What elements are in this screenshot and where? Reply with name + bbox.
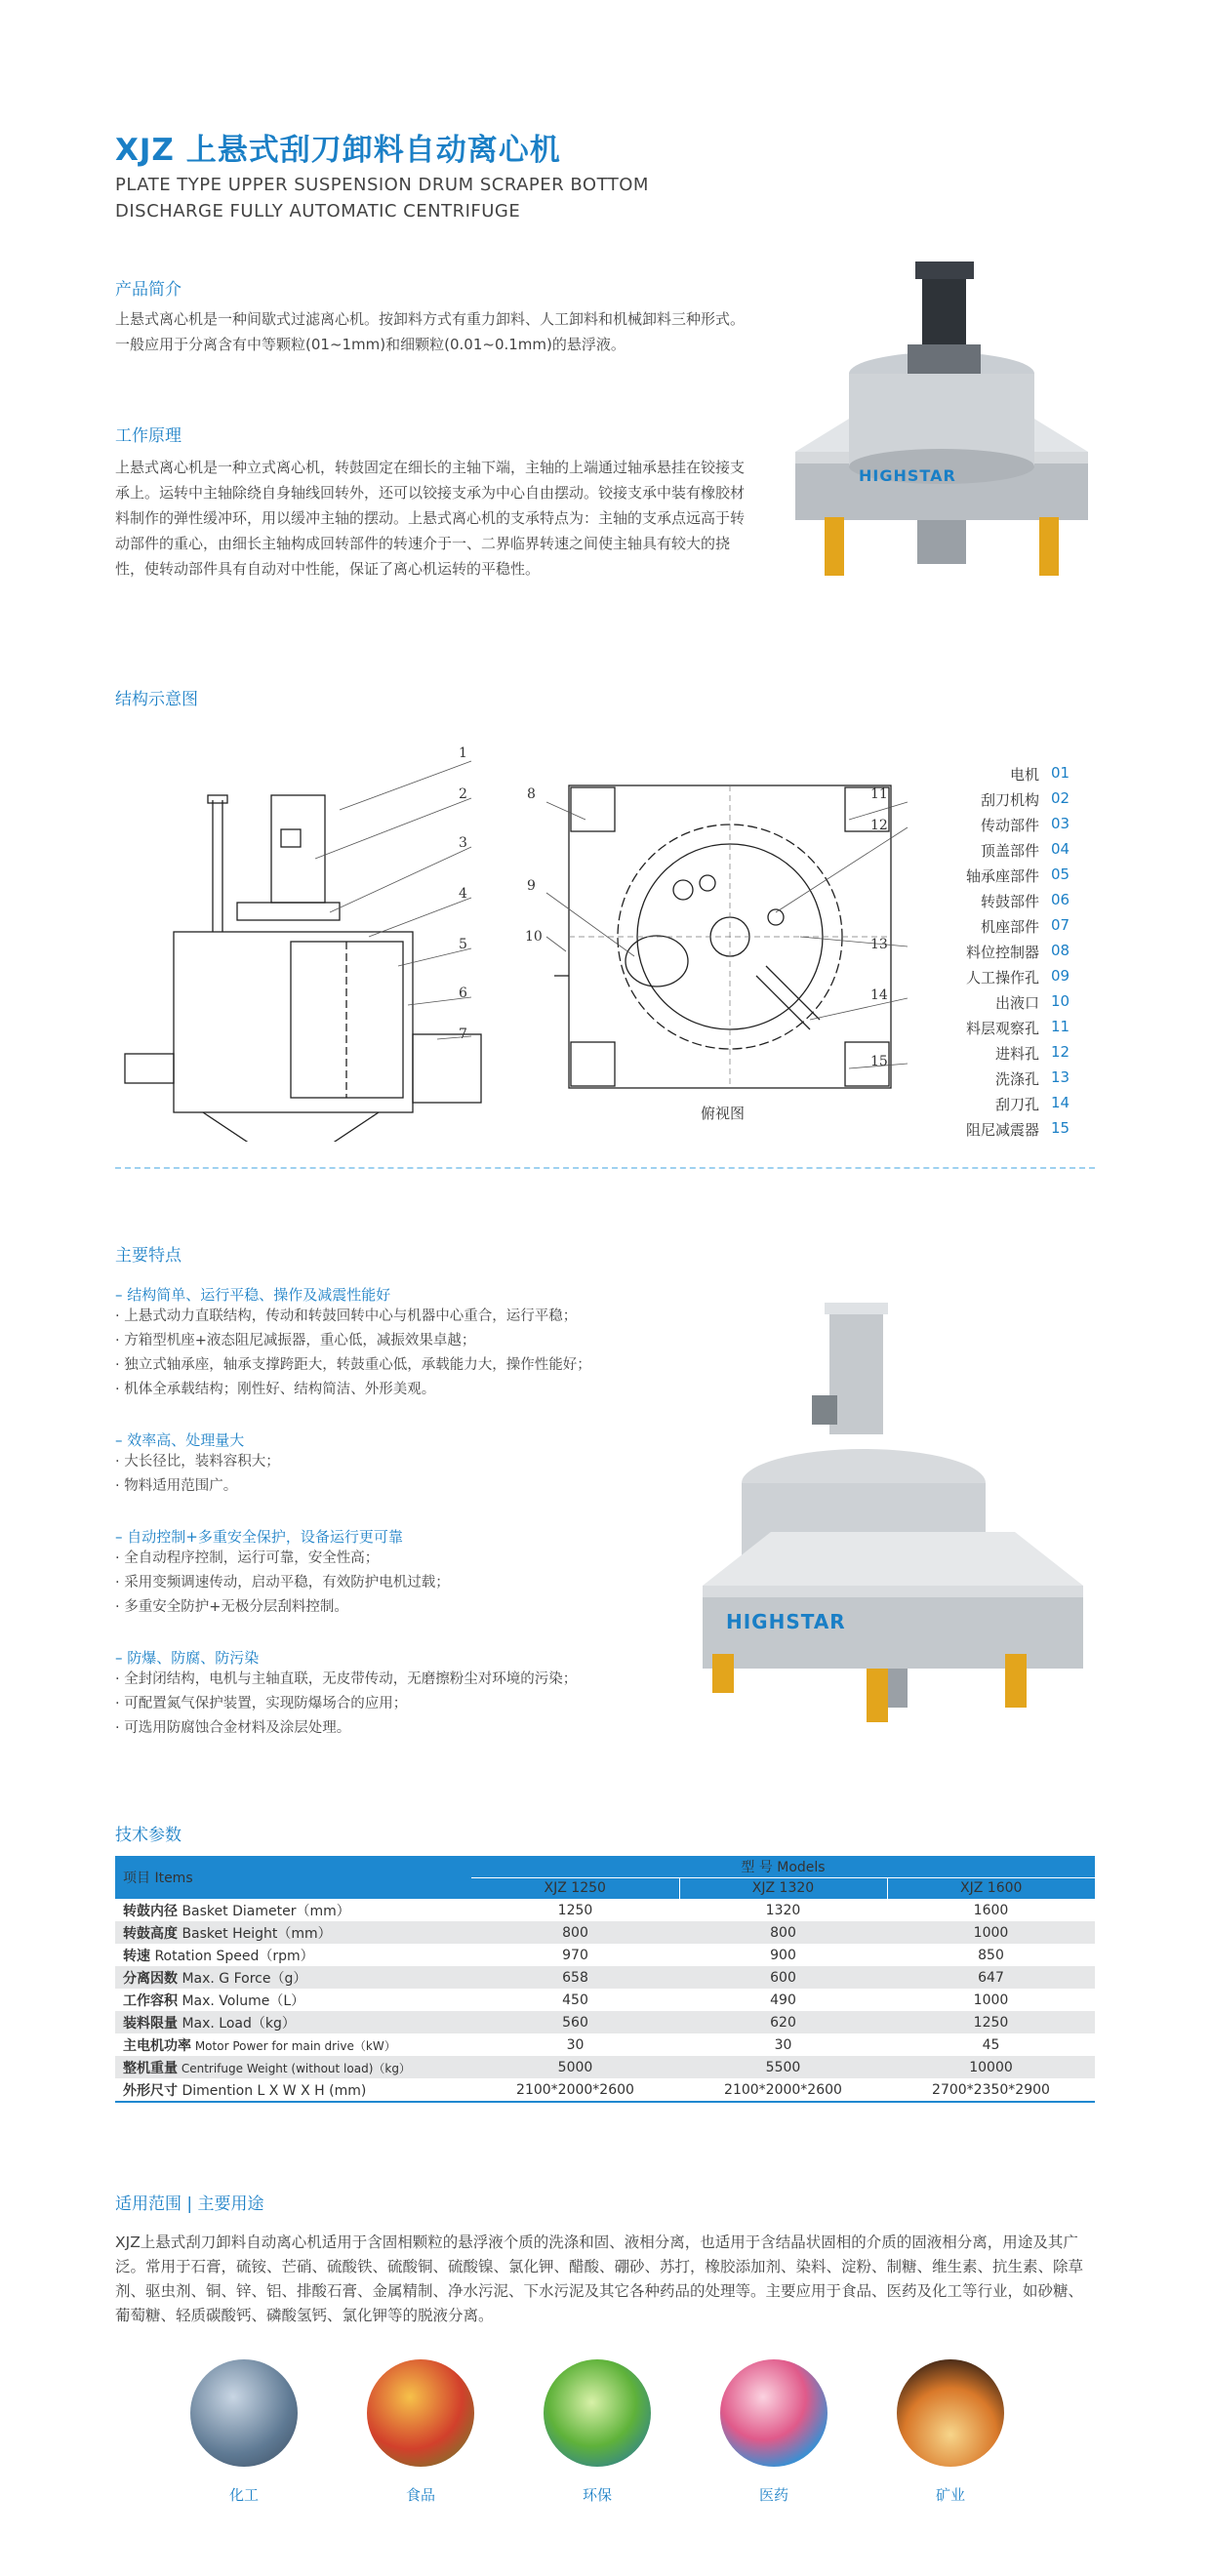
spec-name-en: Max. Load（kg） (182, 2015, 296, 2032)
spec-name-cn: 工作容积 (123, 1992, 178, 2009)
legend-label: 料位控制器 (965, 944, 1039, 961)
legend-label: 刮刀孔 (994, 1096, 1039, 1113)
feature-group-title: – 自动控制+多重安全保护，设备运行更可靠 (115, 1528, 403, 1546)
spec-name-en: Motor Power for main drive（kW） (194, 2038, 396, 2053)
top-view-drawing (527, 781, 917, 1127)
spec-name-en: Centrifuge Weight (without load)（kg） (181, 2061, 411, 2075)
legend-label: 阻尼减震器 (965, 1121, 1039, 1139)
brand-logo-top: HIGHSTAR (859, 466, 956, 485)
feature-item: · 大长径比，装料容积大； (115, 1454, 280, 1469)
diagram-heading: 结构示意图 (115, 690, 198, 709)
side-label-5: 5 (459, 937, 467, 952)
feature-item: · 全封闭结构，电机与主轴直联，无皮带传动，无磨擦粉尘对环境的污染； (115, 1671, 578, 1687)
legend-label: 进料孔 (994, 1045, 1039, 1063)
table-row (115, 1921, 1095, 1944)
page-title: XJZ 上悬式刮刀卸料自动离心机 (115, 133, 561, 168)
spec-value: 620 (679, 2011, 887, 2033)
table-row (115, 1899, 1095, 1921)
model-col: XJZ 1600 (887, 1877, 1095, 1899)
table-row (115, 2078, 1095, 2102)
app-label: 环保 (582, 2486, 612, 2504)
spec-value: 850 (887, 1944, 1095, 1966)
spec-name-cn: 分离因数 (123, 1970, 178, 1987)
spec-value: 647 (887, 1966, 1095, 1989)
top-view-diagram (527, 781, 917, 1127)
side-label-3: 3 (459, 835, 467, 851)
spec-value: 2100*2000*2600 (471, 2078, 679, 2102)
model-col: XJZ 1250 (471, 1877, 679, 1899)
spec-value: 5000 (471, 2056, 679, 2078)
product-photo-bottom (703, 1303, 1093, 1747)
spec-name-cn: 整机重量 (123, 2060, 178, 2076)
app-label: 食品 (405, 2486, 435, 2504)
spec-name-cn: 转速 (123, 1948, 150, 1964)
feature-group (115, 1429, 740, 1499)
spec-value: 2700*2350*2900 (887, 2078, 1095, 2102)
chemical-plant-icon (190, 2359, 298, 2467)
feature-group (115, 1647, 740, 1741)
spec-name (115, 1899, 471, 1921)
legend-label: 料层观察孔 (965, 1020, 1039, 1037)
spec-value: 450 (471, 1989, 679, 2011)
spec-name-cn: 装料限量 (123, 2015, 178, 2032)
legend-number: 04 (1051, 840, 1070, 858)
app-environment (544, 2359, 651, 2505)
app-label: 化工 (228, 2486, 259, 2504)
legend-item (868, 1068, 1088, 1094)
features-list (115, 1284, 740, 1741)
feature-group-title: – 结构简单、运行平稳、操作及减震性能好 (115, 1286, 391, 1304)
spec-name-en: Basket Height（mm） (182, 1925, 332, 1942)
legend-number: 05 (1051, 865, 1070, 883)
legend-item (868, 764, 1088, 789)
feature-item: · 可选用防腐蚀合金材料及涂层处理。 (115, 1720, 351, 1736)
feature-group-title: – 防爆、防腐、防污染 (115, 1649, 260, 1667)
top-label-12: 12 (870, 818, 888, 833)
product-photo-top (790, 252, 1093, 608)
side-view-diagram (115, 742, 535, 1142)
legend-number: 01 (1051, 764, 1070, 782)
subtitle-line-1: PLATE TYPE UPPER SUSPENSION DRUM SCRAPER BOTTOM (115, 175, 649, 195)
spec-value: 30 (679, 2033, 887, 2056)
legend-number: 07 (1051, 916, 1070, 934)
spec-value: 800 (679, 1921, 887, 1944)
spec-name-en: Basket Diameter（mm） (182, 1903, 350, 1919)
legend-item (868, 865, 1088, 891)
feature-item: · 独立式轴承座，轴承支撑跨距大，转鼓重心低，承载能力大，操作性能好； (115, 1357, 591, 1373)
legend-label: 出液口 (994, 994, 1039, 1012)
side-label-7: 7 (459, 1026, 467, 1042)
legend-item (868, 1094, 1088, 1119)
spec-header-row (115, 1856, 1095, 1877)
legend-number: 06 (1051, 891, 1070, 908)
spec-value: 1600 (887, 1899, 1095, 1921)
legend-item (868, 942, 1088, 967)
legend-item (868, 916, 1088, 942)
side-label-1: 1 (459, 745, 467, 761)
spec-value: 1250 (887, 2011, 1095, 2033)
spec-table (115, 1856, 1095, 2103)
spec-name (115, 2056, 471, 2078)
legend-number: 02 (1051, 789, 1070, 807)
legend-label: 电机 (1009, 766, 1039, 784)
spec-table-wrap (115, 1856, 1095, 2103)
side-view-drawing (115, 742, 535, 1142)
feature-group-title: – 效率高、处理量大 (115, 1431, 245, 1449)
spec-value: 800 (471, 1921, 679, 1944)
environment-icon (544, 2359, 651, 2467)
specs-heading: 技术参数 (115, 1826, 182, 1845)
items-header: 项目 Items (115, 1856, 471, 1899)
spec-name-en: Dimention L X W X H (mm) (182, 2082, 367, 2099)
spec-value: 1250 (471, 1899, 679, 1921)
brand-logo-bottom: HIGHSTAR (726, 1610, 846, 1633)
table-row (115, 1989, 1095, 2011)
top-label-14: 14 (870, 987, 888, 1003)
spec-name (115, 2011, 471, 2033)
app-medicine (720, 2359, 828, 2505)
legend-number: 11 (1051, 1018, 1070, 1035)
app-label: 矿业 (935, 2486, 965, 2504)
spec-name-en: Max. G Force（g） (182, 1970, 307, 1987)
spec-value: 658 (471, 1966, 679, 1989)
spec-value: 1000 (887, 1921, 1095, 1944)
top-label-13: 13 (870, 937, 888, 952)
legend-number: 09 (1051, 967, 1070, 985)
table-row (115, 1966, 1095, 1989)
spec-name-en: Rotation Speed（rpm） (154, 1948, 314, 1964)
feature-item: · 物料适用范围广。 (115, 1478, 238, 1494)
spec-value: 10000 (887, 2056, 1095, 2078)
spec-value: 560 (471, 2011, 679, 2033)
food-icon (367, 2359, 474, 2467)
top-label-10: 10 (525, 929, 543, 945)
app-mining (897, 2359, 1004, 2505)
side-label-4: 4 (459, 886, 467, 902)
principle-heading: 工作原理 (115, 426, 182, 446)
legend-label: 洗涤孔 (994, 1070, 1039, 1088)
table-row (115, 2056, 1095, 2078)
top-label-15: 15 (870, 1054, 888, 1069)
spec-name-cn: 主电机功率 (123, 2037, 191, 2054)
model-col: XJZ 1320 (679, 1877, 887, 1899)
spec-value: 5500 (679, 2056, 887, 2078)
top-label-8: 8 (527, 786, 536, 802)
spec-name-cn: 转鼓高度 (123, 1925, 178, 1942)
legend-number: 15 (1051, 1119, 1070, 1137)
legend-label: 顶盖部件 (980, 842, 1039, 860)
legend-item (868, 967, 1088, 992)
spec-name (115, 1989, 471, 2011)
side-label-6: 6 (459, 986, 467, 1001)
legend-label: 机座部件 (980, 918, 1039, 936)
feature-item: · 上悬式动力直联结构，传动和转鼓回转中心与机器中心重合，运行平稳； (115, 1308, 578, 1324)
feature-item: · 多重安全防护+无极分层刮料控制。 (115, 1599, 348, 1615)
spec-value: 600 (679, 1966, 887, 1989)
models-header: 型 号 Models (471, 1856, 1095, 1877)
spec-value: 1320 (679, 1899, 887, 1921)
legend-number: 08 (1051, 942, 1070, 959)
app-food (367, 2359, 474, 2505)
feature-item: · 机体全承载结构；刚性好、结构简洁、外形美观。 (115, 1382, 436, 1397)
feature-item: · 采用变频调速传动，启动平稳，有效防护电机过载； (115, 1575, 450, 1590)
table-row (115, 2011, 1095, 2033)
legend-number: 03 (1051, 815, 1070, 832)
spec-value: 2100*2000*2600 (679, 2078, 887, 2102)
legend-number: 13 (1051, 1068, 1070, 1086)
feature-item: · 可配置氮气保护装置，实现防爆场合的应用； (115, 1696, 408, 1711)
legend-label: 刮刀机构 (980, 791, 1039, 809)
spec-value: 30 (471, 2033, 679, 2056)
intro-text: 上悬式离心机是一种间歇式过滤离心机。按卸料方式有重力卸料、人工卸料和机械卸料三种形式。一般应用于分离含有中等颗粒(01~1mm)和细颗粒(0.01~0.1mm)的悬浮液。 (115, 310, 746, 353)
spec-value: 900 (679, 1944, 887, 1966)
legend-item (868, 1043, 1088, 1068)
legend-item (868, 992, 1088, 1018)
subtitle-line-2: DISCHARGE FULLY AUTOMATIC CENTRIFUGE (115, 201, 521, 221)
feature-item: · 全自动程序控制，运行可靠，安全性高； (115, 1550, 380, 1566)
table-row (115, 2033, 1095, 2056)
legend-number: 12 (1051, 1043, 1070, 1061)
spec-value: 490 (679, 1989, 887, 2011)
spec-name-cn: 转鼓内径 (123, 1903, 178, 1919)
medicine-icon (720, 2359, 828, 2467)
app-chemical (190, 2359, 298, 2505)
legend-item (868, 840, 1088, 865)
feature-group (115, 1284, 740, 1402)
spec-name-cn: 外形尺寸 (123, 2082, 178, 2099)
spec-name (115, 2078, 471, 2102)
diagram-legend (868, 764, 1088, 1154)
legend-item (868, 789, 1088, 815)
app-label: 医药 (758, 2486, 788, 2504)
legend-item (868, 1119, 1088, 1145)
spec-value: 45 (887, 2033, 1095, 2056)
legend-label: 轴承座部件 (965, 867, 1039, 885)
legend-label: 传动部件 (980, 817, 1039, 834)
spec-name (115, 1921, 471, 1944)
table-row (115, 1944, 1095, 1966)
centrifuge-illustration-bottom (703, 1303, 1093, 1747)
side-label-2: 2 (459, 786, 467, 802)
centrifuge-illustration-top (790, 252, 1093, 608)
feature-group (115, 1526, 740, 1620)
legend-item (868, 1018, 1088, 1043)
principle-text: 上悬式离心机是一种立式离心机，转鼓固定在细长的主轴下端，主轴的上端通过轴承悬挂在铰接支承上。运转中主轴除绕自身轴线回转外，还可以铰接支承为中心自由摆动。铰接支承中装有橡胶材料制作的弹性缓冲环，用以缓冲主轴的摆动。上悬式离心机的支承特点为：主轴的支承点远高于转动部件的重心，由细长主轴构成回转部件的转速介于一、二界临界转速之间使主轴具有较大的挠性，使转动部件具有自动对中性能，保证了离心机运转的平稳性。 (115, 459, 746, 578)
feature-item: · 方箱型机座+液态阻尼减振器，重心低，减振效果卓越； (115, 1333, 476, 1348)
top-label-11: 11 (870, 786, 888, 802)
section-divider (115, 1167, 1095, 1169)
legend-label: 转鼓部件 (980, 893, 1039, 910)
applications-heading: 适用范围 | 主要用途 (115, 2194, 264, 2214)
spec-name (115, 1944, 471, 1966)
legend-number: 14 (1051, 1094, 1070, 1111)
legend-number: 10 (1051, 992, 1070, 1010)
intro-heading: 产品简介 (115, 280, 182, 300)
spec-name-en: Max. Volume（L） (182, 1992, 305, 2009)
legend-item (868, 815, 1088, 840)
mining-icon (897, 2359, 1004, 2467)
page-subtitle (115, 172, 720, 224)
spec-name (115, 2033, 471, 2056)
features-heading: 主要特点 (115, 1246, 182, 1266)
spec-value: 970 (471, 1944, 679, 1966)
top-label-9: 9 (527, 878, 536, 894)
top-view-caption: 俯视图 (701, 1105, 746, 1122)
applications-text: XJZ上悬式刮刀卸料自动离心机适用于含固相颗粒的悬浮液个质的洗涤和固、液相分离，也适用于含结晶状固相的介质的固液相分离，用途及其广泛。常用于石膏，硫铵、芒硝、硫酸铁、硫酸铜、硫酸镍、氯化钾、醋酸、硼砂、苏打，橡胶添加剂、染料、淀粉、制糖、维生素、抗生素、除草剂、驱虫剂、铜、锌、铝、排酸石膏、金属精制、净水污泥、下水污泥及其它各种药品的处理等。主要应用于食品、医药及化工等行业，如砂糖、葡萄糖、轻质碳酸钙、磷酸氢钙、氯化钾等的脱液分离。 (115, 2234, 1084, 2324)
legend-item (868, 891, 1088, 916)
spec-name (115, 1966, 471, 1989)
legend-label: 人工操作孔 (965, 969, 1039, 986)
spec-value: 1000 (887, 1989, 1095, 2011)
